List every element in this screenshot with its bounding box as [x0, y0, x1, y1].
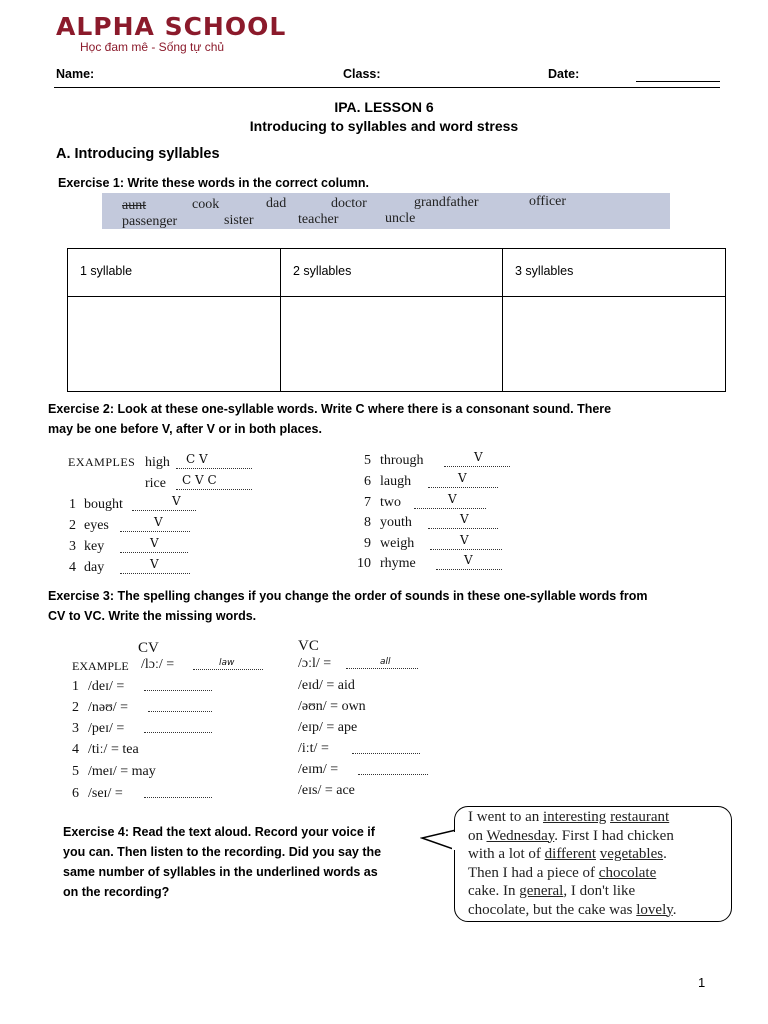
- underlined-word: general: [519, 883, 564, 899]
- section-a-heading: A. Introducing syllables: [56, 146, 220, 162]
- word-bank-item: grandfather: [414, 195, 479, 210]
- reading-passage: [468, 808, 728, 919]
- vc-ipa: /eɪm/ =: [298, 762, 339, 777]
- exercise-4-instruction-line-4: on the recording?: [63, 885, 170, 899]
- cv-answer-line[interactable]: [144, 677, 212, 696]
- exercise-1-instruction: Exercise 1: Write these words in the correct column.: [58, 176, 369, 190]
- underlined-word: interesting: [542, 809, 607, 825]
- answer-text: V: [172, 494, 181, 508]
- passage-text: chocolate, but the cake was: [468, 901, 637, 918]
- example-word: high: [145, 455, 170, 470]
- word-bank-item: cook: [192, 197, 220, 212]
- answer-line[interactable]: [132, 494, 196, 516]
- vc-answer-line[interactable]: [358, 761, 428, 780]
- exercise-4-instruction-line-2: you can. Then listen to the recording. Did you say the: [63, 845, 382, 859]
- item-number: 4: [69, 560, 76, 575]
- page-number: 1: [698, 975, 706, 990]
- cv-ipa: /seɪ/ =: [88, 786, 123, 801]
- lesson-title: IPA. LESSON 6: [334, 99, 434, 115]
- syllable-table: [67, 248, 726, 392]
- vc-ipa: /əʊn/ = own: [298, 699, 366, 714]
- answer-text: V: [448, 492, 457, 506]
- date-label: Date:: [548, 67, 580, 81]
- item-number: 3: [72, 721, 79, 736]
- word-bank-item: aunt: [122, 198, 147, 213]
- example-answer: C V C: [182, 473, 217, 487]
- example-answer-line: [176, 452, 252, 474]
- word-bank-item: doctor: [331, 196, 367, 211]
- vc-column-header: VC: [298, 638, 319, 654]
- name-label: Name:: [56, 67, 95, 81]
- school-tagline: Học đam mê - Sống tự chủ: [80, 40, 225, 54]
- vc-ipa: /eɪp/ = ape: [298, 720, 358, 735]
- passage-text: . First I had chicken: [554, 827, 674, 844]
- example-label: EXAMPLE: [72, 659, 129, 673]
- answer-text: V: [150, 557, 159, 571]
- cv-ipa: /nəʊ/ =: [88, 700, 129, 715]
- exercise-3-instruction-line-1: Exercise 3: The spelling changes if you change the order of sounds in these one-syllable words from: [48, 589, 648, 603]
- item-number: 6: [364, 474, 371, 489]
- example-cv-answer: law: [219, 658, 235, 668]
- item-number: 7: [364, 495, 371, 510]
- underlined-word: different: [544, 846, 597, 862]
- vc-ipa: /eɪd/ = aid: [298, 678, 355, 693]
- exercise-2-instruction-line-2: may be one before V, after V or in both places.: [48, 422, 322, 436]
- header-divider: [54, 87, 720, 88]
- answer-line[interactable]: [436, 553, 502, 575]
- word-bank-item: passenger: [122, 214, 178, 229]
- item-word: bought: [84, 497, 123, 512]
- item-word: eyes: [84, 518, 109, 533]
- example-cv-answer-line: [193, 656, 263, 675]
- cv-ipa: /meɪ/ = may: [88, 764, 156, 779]
- answer-text: V: [474, 450, 483, 464]
- passage-text: Then I had a piece of: [468, 864, 599, 881]
- cv-answer-line[interactable]: [148, 698, 212, 717]
- answer-cell-3-syllables[interactable]: [503, 297, 726, 392]
- item-word: through: [380, 453, 424, 468]
- vc-answer-line[interactable]: [352, 740, 420, 759]
- answer-text: V: [458, 471, 467, 485]
- underlined-word: Wednesday: [486, 827, 555, 844]
- passage-text: , I don't like: [563, 883, 636, 899]
- word-bank-item: teacher: [298, 212, 339, 227]
- item-word: rhyme: [380, 556, 416, 571]
- answer-text: V: [460, 512, 469, 526]
- answer-text: V: [150, 536, 159, 550]
- item-number: 4: [72, 742, 79, 757]
- item-number: 8: [364, 515, 371, 530]
- exercise-2-instruction-line-1: Exercise 2: Look at these one-syllable words. Write C where there is a consonant sound. There: [48, 402, 612, 416]
- vc-ipa: /iːt/ =: [298, 741, 329, 756]
- item-word: weigh: [380, 536, 415, 551]
- answer-text: V: [460, 533, 469, 547]
- cv-ipa: /tiː/ = tea: [88, 742, 139, 757]
- column-header-3-syllables: 3 syllables: [503, 249, 726, 297]
- passage-text: with a lot of: [468, 846, 545, 862]
- item-word: youth: [380, 515, 412, 530]
- item-number: 2: [69, 518, 76, 533]
- underlined-word: vegetables: [599, 846, 664, 862]
- exercise-4-instruction-line-3: same number of syllables in the underlined words as: [63, 865, 378, 879]
- speech-bubble-join: [452, 832, 458, 850]
- example-answer-line: [176, 473, 252, 495]
- answer-cell-2-syllables[interactable]: [281, 297, 503, 392]
- underlined-word: restaurant: [610, 809, 670, 825]
- cv-answer-line[interactable]: [144, 784, 212, 803]
- answer-line[interactable]: [120, 515, 190, 537]
- item-number: 10: [357, 556, 371, 571]
- lesson-subtitle: Introducing to syllables and word stress: [249, 118, 519, 134]
- word-bank-item: sister: [224, 213, 254, 228]
- cv-ipa: /deɪ/ =: [88, 679, 125, 694]
- example-answer: C V: [186, 452, 208, 466]
- item-number: 2: [72, 700, 79, 715]
- date-write-line: [636, 81, 720, 82]
- item-word: key: [84, 539, 105, 554]
- answer-line[interactable]: [120, 536, 188, 558]
- answer-line[interactable]: [428, 512, 498, 534]
- item-number: 5: [364, 453, 371, 468]
- word-bank-item: dad: [266, 196, 287, 211]
- item-number: 1: [69, 497, 76, 512]
- cv-ipa: /peɪ/ =: [88, 721, 125, 736]
- word-bank-item: officer: [529, 194, 567, 209]
- passage-text: .: [672, 901, 677, 918]
- word-bank-item: uncle: [385, 211, 416, 226]
- answer-line[interactable]: [444, 450, 510, 472]
- column-header-1-syllable: 1 syllable: [68, 249, 281, 297]
- class-label: Class:: [343, 67, 381, 81]
- passage-text: I went to an: [468, 809, 543, 825]
- item-word: two: [380, 495, 401, 510]
- item-number: 9: [364, 536, 371, 551]
- exercise-3-instruction-line-2: CV to VC. Write the missing words.: [48, 609, 257, 623]
- answer-text: V: [154, 515, 163, 529]
- school-logo-text: ALPHA SCHOOL: [56, 12, 287, 41]
- column-header-2-syllables: 2 syllables: [281, 249, 503, 297]
- cv-answer-line[interactable]: [144, 719, 212, 738]
- item-number: 5: [72, 764, 79, 779]
- answer-line[interactable]: [414, 492, 486, 514]
- answer-text: V: [464, 553, 473, 567]
- vc-ipa: /eɪs/ = ace: [298, 783, 355, 798]
- item-word: laugh: [380, 474, 412, 489]
- word-bank: [102, 193, 670, 229]
- item-number: 6: [72, 786, 79, 801]
- answer-line[interactable]: [428, 471, 498, 493]
- passage-text: cake. In: [468, 883, 520, 899]
- passage-text: on: [468, 827, 487, 844]
- example-vc-answer: all: [380, 657, 391, 667]
- answer-line[interactable]: [120, 557, 190, 579]
- example-cv-ipa: /lɔː/ =: [141, 657, 175, 672]
- cv-column-header: CV: [138, 640, 159, 656]
- answer-cell-1-syllable[interactable]: [68, 297, 281, 392]
- item-word: day: [84, 560, 105, 575]
- underlined-word: lovely: [636, 901, 673, 918]
- exercise-4-instruction-line-1: Exercise 4: Read the text aloud. Record your voice if: [63, 825, 375, 839]
- item-number: 1: [72, 679, 79, 694]
- example-vc-answer-line: [346, 655, 418, 674]
- example-vc-ipa: /ɔːl/ =: [298, 656, 332, 671]
- examples-label: EXAMPLES: [68, 455, 136, 469]
- item-number: 3: [69, 539, 76, 554]
- example-word: rice: [145, 476, 166, 491]
- passage-text: .: [663, 846, 667, 862]
- underlined-word: chocolate: [598, 864, 657, 881]
